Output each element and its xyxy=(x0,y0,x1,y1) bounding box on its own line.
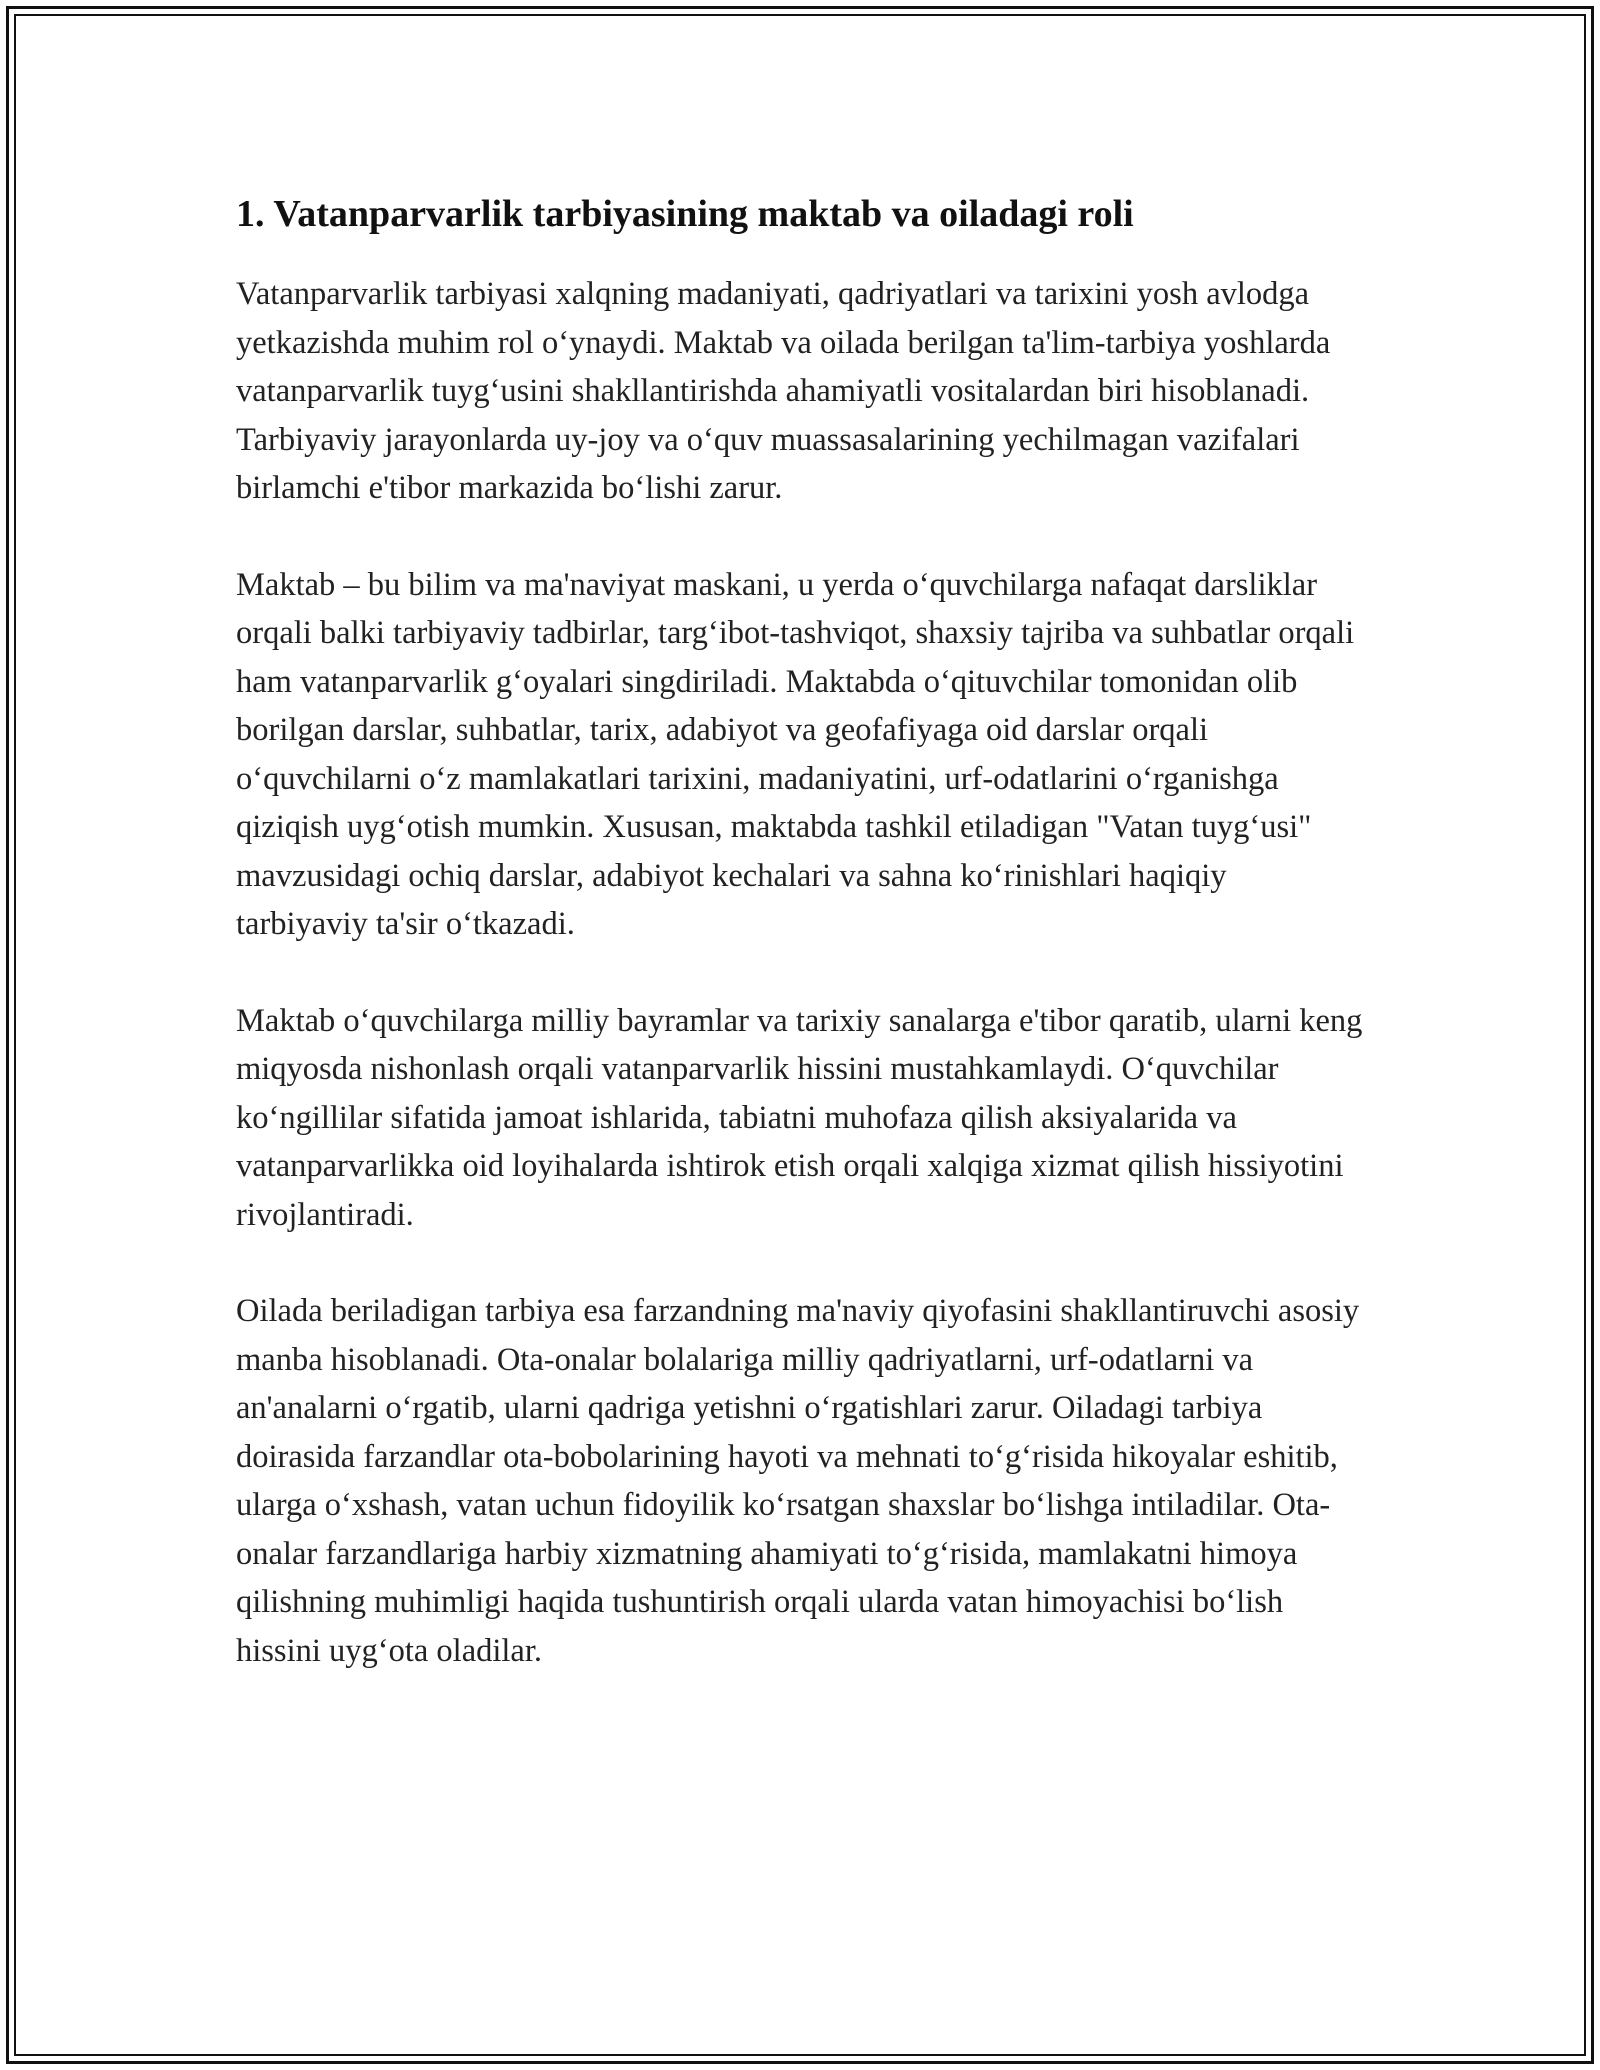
document-body xyxy=(236,188,1366,1723)
paragraph-family: Oilada beriladigan tarbiya esa farzandning ma'naviy qiyofasini shakllantiruvchi asosiy manba hisoblanadi. Ota-onalar bolalariga milliy qadriyatlarni, urf-odatlarni va an'analarni o‘rgatib, ularni qadriga yetishni o‘rgatishlari zarur. Oiladagi tarbiya doirasida farzandlar ota-bobolarining hayoti va mehnati to‘g‘risida hikoyalar eshitib, ularga o‘xshash, vatan uchun fidoyilik ko‘rsatgan shaxslar bo‘lishga intiladilar. Ota-onalar farzandlariga harbiy xizmatning ahamiyati to‘g‘risida, mamlakatni himoya qilishning muhimligi haqida tushuntirish orqali ularda vatan himoyachisi bo‘lish hissini uyg‘ota oladilar. xyxy=(236,1293,1360,1669)
paragraph-school: Maktab – bu bilim va ma'naviyat maskani, u yerda o‘quvchilarga nafaqat darsliklar orqali balki tarbiyaviy tadbirlar, targ‘ibot-tashviqot, shaxsiy tajriba va suhbatlar orqali ham vatanparvarlik g‘oyalari singdiriladi. Maktabda o‘qituvchilar tomonidan olib borilgan darslar, suhbatlar, tarix, adabiyot va geofafiyaga oid darslar orqali o‘quvchilarni o‘z mamlakatlari tarixini, madaniyatini, urf-odatlarini o‘rganishga qiziqish uyg‘otish mumkin. Xususan, maktabda tashkil etiladigan "Vatan tuyg‘usi" mavzusidagi ochiq darslar, adabiyot kechalari va sahna ko‘rinishlari haqiqiy tarbiyaviy ta'sir o‘tkazadi. xyxy=(236,566,1355,942)
section-heading: 1. Vatanparvarlik tarbiyasining maktab va oiladagi roli xyxy=(236,193,1134,235)
paragraph-intro: Vatanparvarlik tarbiyasi xalqning madaniyati, qadriyatlari va tarixini yosh avlodga yetkazishda muhim rol o‘ynaydi. Maktab va oilada berilgan ta'lim-tarbiya yoshlarda vatanparvarlik tuyg‘usini shakllantirishda ahamiyatli vositalardan biri hisoblanadi. Tarbiyaviy jarayonlarda uy-joy va o‘quv muassasalarining yechilmagan vazifalari birlamchi e'tibor markazida bo‘lishi zarur. xyxy=(236,276,1331,506)
paragraph-holidays: Maktab o‘quvchilarga milliy bayramlar va tarixiy sanalarga e'tibor qaratib, ularni keng miqyosda nishonlash orqali vatanparvarlik hissini mustahkamlaydi. O‘quvchilar ko‘ngillilar sifatida jamoat ishlarida, tabiatni muhofaza qilish aksiyalarida va vatanparvarlikka oid loyihalarda ishtirok etish orqali xalqiga xizmat qilish hissiyotini rivojlantiradi. xyxy=(236,1002,1363,1233)
